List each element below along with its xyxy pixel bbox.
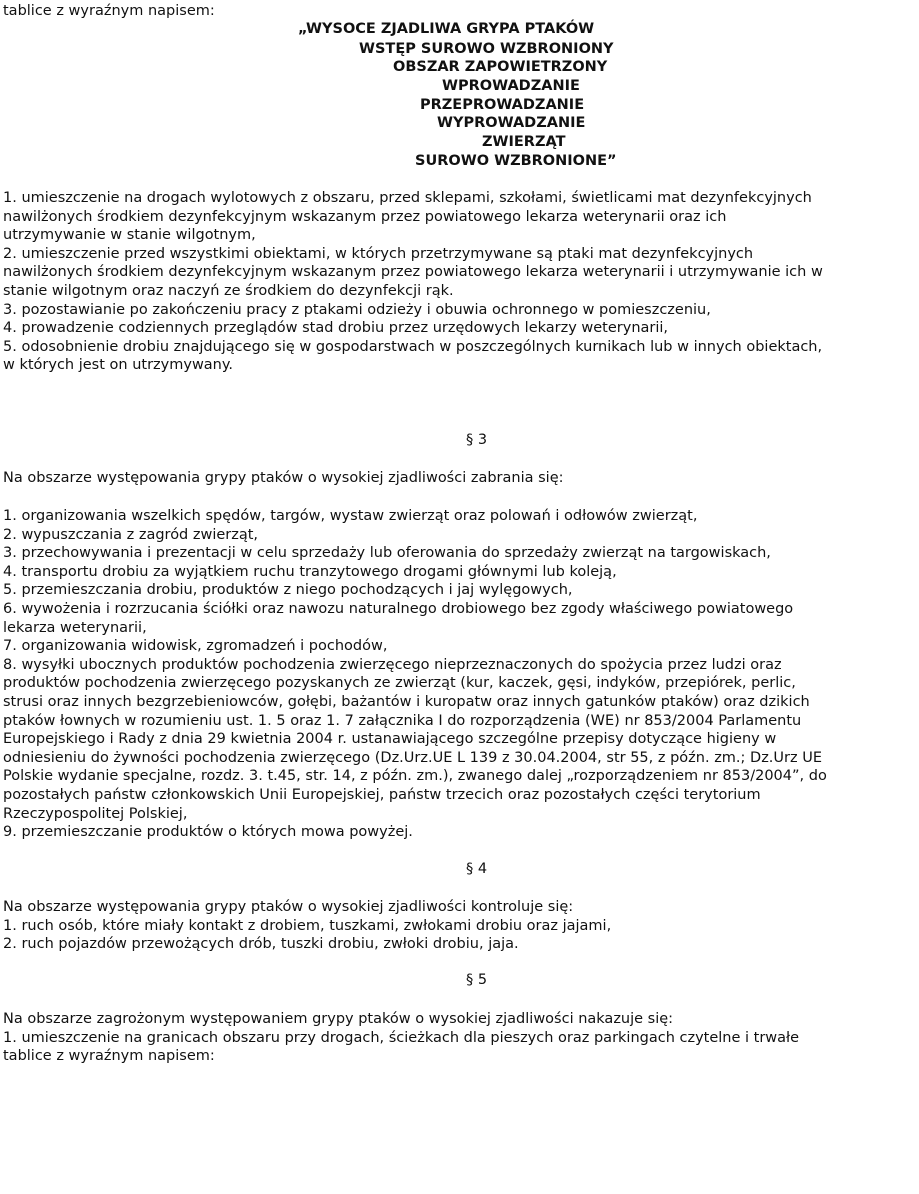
section-5-body bbox=[3, 1010, 915, 1066]
sign-line: „WYSOCE ZJADLIWA GRYPA PTAKÓW bbox=[298, 21, 595, 37]
section-4-body bbox=[3, 898, 915, 954]
list-item: pozostałych państw członkowskich Unii Europejskiej, państw trzecich oraz pozostałych części terytorium bbox=[3, 786, 761, 803]
text-line: Na obszarze występowania grypy ptaków o wysokiej zjadliwości zabrania się: bbox=[3, 470, 564, 486]
list-item: 7. organizowania widowisk, zgromadzeń i pochodów, bbox=[3, 638, 388, 655]
list-item: stanie wilgotnym oraz naczyń ze środkiem do dezynfekcji rąk. bbox=[3, 282, 454, 299]
list-item: 5. odosobnienie drobiu znajdującego się w gospodarstwach w poszczególnych kurnikach lub w innych obiektach, bbox=[3, 338, 823, 355]
text-line: tablice z wyraźnym napisem: bbox=[3, 3, 215, 19]
text-line: Na obszarze zagrożonym występowaniem grypy ptaków o wysokiej zjadliwości nakazuje się: bbox=[3, 1011, 674, 1027]
list-item: strusi oraz innych bezgrzebieniowców, gołębi, bażantów i kuropatw oraz innych gatunków ptaków) oraz dzikich bbox=[3, 693, 810, 710]
list-item: 1. umieszczenie na drogach wylotowych z obszaru, przed sklepami, szkołami, świetlicami mat dezynfekcyjnych bbox=[3, 190, 812, 206]
list-item: 5. przemieszczania drobiu, produktów z niego pochodzących i jaj wylęgowych, bbox=[3, 582, 573, 599]
list-item: w których jest on utrzymywany. bbox=[3, 357, 233, 374]
list-item: nawilżonych środkiem dezynfekcyjnym wskazanym przez powiatowego lekarza weterynarii i utrzymywanie ich w bbox=[3, 264, 823, 281]
sign-line: WYPROWADZANIE bbox=[437, 115, 586, 131]
top-continuation-line bbox=[3, 2, 915, 21]
list-item: 4. transportu drobiu za wyjątkiem ruchu tranzytowego drogami głównymi lub koleją, bbox=[3, 563, 617, 580]
section-5-heading: § 5 bbox=[466, 972, 488, 988]
sign-line: WPROWADZANIE bbox=[442, 78, 580, 94]
list-item: 8. wysyłki ubocznych produktów pochodzenia zwierzęcego nieprzeznaczonych do spożycia przez ludzi oraz bbox=[3, 656, 782, 673]
list-item: 2. wypuszczania z zagród zwierząt, bbox=[3, 526, 259, 543]
sign-line: SUROWO WZBRONIONE” bbox=[415, 153, 617, 169]
list-item: Europejskiego i Rady z dnia 29 kwietnia 2004 r. ustanawiającego szczególne przepisy dotyczące higieny w bbox=[3, 731, 777, 748]
list-item: 9. przemieszczanie produktów o których mowa powyżej. bbox=[3, 824, 413, 841]
list-item: 2. umieszczenie przed wszystkimi obiektami, w których przetrzymywane są ptaki mat dezynfekcyjnych bbox=[3, 245, 754, 262]
list-item: 3. przechowywania i prezentacji w celu sprzedaży lub oferowania do sprzedaży zwierząt na targowiskach, bbox=[3, 545, 771, 562]
list-item: nawilżonych środkiem dezynfekcyjnym wskazanym przez powiatowego lekarza weterynarii oraz ich bbox=[3, 208, 727, 225]
text-line: Na obszarze występowania grypy ptaków o wysokiej zjadliwości kontroluje się: bbox=[3, 899, 574, 915]
list-item: 1. organizowania wszelkich spędów, targów, wystaw zwierząt oraz polowań i odłowów zwierząt, bbox=[3, 508, 698, 524]
sign-line: OBSZAR ZAPOWIETRZONY bbox=[393, 59, 608, 75]
list-item: lekarza weterynarii, bbox=[3, 619, 147, 636]
list-item: 1. umieszczenie na granicach obszaru przy drogach, ścieżkach dla pieszych oraz parkingach czytelne i trwałe bbox=[3, 1029, 800, 1046]
list-item: 3. pozostawianie po zakończeniu pracy z ptakami odzieży i obuwia ochronnego w pomieszczeniu, bbox=[3, 301, 711, 318]
section-4-heading: § 4 bbox=[466, 861, 488, 877]
measures-list bbox=[3, 189, 915, 375]
list-item: Polskie wydanie specjalne, rozdz. 3. t.45, str. 14, z późn. zm.), zwanego dalej „rozporządzeniem nr 853/2004”, do bbox=[3, 768, 827, 785]
section-3-heading: § 3 bbox=[466, 432, 488, 448]
list-item: utrzymywanie w stanie wilgotnym, bbox=[3, 227, 256, 244]
list-item: ptaków łownych w rozumieniu ust. 1. 5 oraz 1. 7 załącznika I do rozporządzenia (WE) nr 853/2004 Parlamentu bbox=[3, 712, 802, 729]
list-item: 6. wywożenia i rozrzucania ściółki oraz nawozu naturalnego drobiowego bez zgody właściwego powiatowego bbox=[3, 600, 794, 617]
list-item: 4. prowadzenie codziennych przeglądów stad drobiu przez urzędowych lekarzy weterynarii, bbox=[3, 320, 669, 337]
list-item: 1. ruch osób, które miały kontakt z drobiem, tuszkami, zwłokami drobiu oraz jajami, bbox=[3, 917, 612, 934]
list-item: Rzeczypospolitej Polskiej, bbox=[3, 805, 188, 822]
list-item: 2. ruch pojazdów przewożących drób, tuszki drobiu, zwłoki drobiu, jaja. bbox=[3, 936, 519, 953]
section-3-intro bbox=[3, 469, 915, 488]
sign-line: ZWIERZĄT bbox=[482, 134, 566, 150]
list-item: produktów pochodzenia zwierzęcego pozyskanych ze zwierząt (kur, kaczek, gęsi, indyków, przepiórek, perlic, bbox=[3, 675, 796, 692]
section-3-list bbox=[3, 507, 915, 842]
sign-line: PRZEPROWADZANIE bbox=[420, 97, 585, 113]
list-item: tablice z wyraźnym napisem: bbox=[3, 1048, 215, 1065]
list-item: odniesieniu do żywności pochodzenia zwierzęcego (Dz.Urz.UE L 139 z 30.04.2004, str 55, z późn. zm.; Dz.Urz UE bbox=[3, 749, 822, 766]
sign-line: WSTĘP SUROWO WZBRONIONY bbox=[359, 41, 614, 57]
